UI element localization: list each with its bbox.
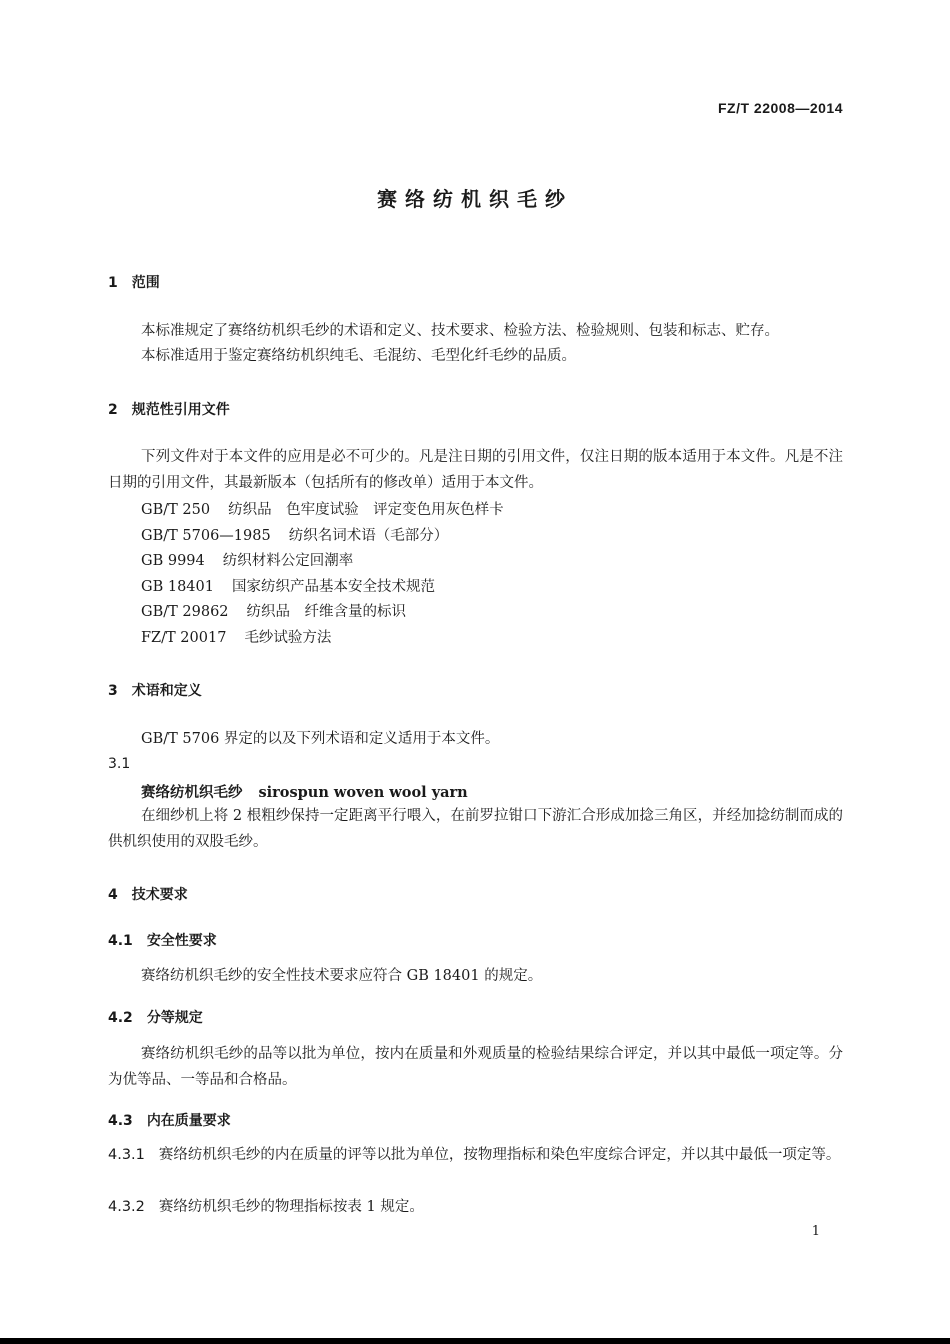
reference-title: 纺织名词术语（毛部分）	[288, 528, 449, 544]
section-number: 4.2	[108, 1010, 133, 1026]
paragraph: GB/T 5706 界定的以及下列术语和定义适用于本文件。	[141, 731, 500, 747]
reference-item	[141, 575, 435, 596]
reference-code: GB/T 250	[141, 502, 211, 518]
clause-number: 4.3.1	[108, 1147, 145, 1163]
clause-number: 4.3.2	[108, 1199, 145, 1215]
reference-title: 纺织品 色牢度试验 评定变色用灰色样卡	[228, 502, 504, 518]
section-title: 规范性引用文件	[131, 402, 230, 418]
section-1-heading	[108, 272, 160, 292]
clause-text: 赛络纺机织毛纱的物理指标按表 1 规定。	[158, 1199, 424, 1215]
section-2-heading	[108, 399, 230, 419]
paragraph: 本标准规定了赛络纺机织毛纱的术语和定义、技术要求、检验方法、检验规则、包装和标志、贮存。	[141, 323, 779, 339]
reference-item	[141, 524, 448, 545]
reference-code: GB 9994	[141, 553, 205, 569]
section-title: 内在质量要求	[146, 1113, 231, 1129]
paragraph: 赛络纺机织毛纱的安全性技术要求应符合 GB 18401 的规定。	[141, 968, 543, 984]
reference-item	[141, 626, 331, 647]
reference-item	[141, 549, 353, 570]
reference-code: FZ/T 20017	[141, 630, 227, 646]
reference-code: GB 18401	[141, 579, 214, 595]
section-4-heading	[108, 884, 188, 904]
reference-title: 纺织材料公定回潮率	[222, 553, 354, 569]
term-entry	[141, 781, 468, 802]
section-title: 范围	[131, 275, 160, 291]
reference-item	[141, 600, 406, 621]
document-title: 赛络纺机织毛纱	[377, 187, 573, 211]
section-3-heading	[108, 680, 202, 700]
section-title: 术语和定义	[131, 683, 202, 699]
section-number: 4	[108, 887, 118, 903]
reference-title: 国家纺织产品基本安全技术规范	[231, 579, 435, 595]
section-number: 1	[108, 275, 118, 291]
reference-code: GB/T 5706—1985	[141, 528, 271, 544]
paragraph: 本标准适用于鉴定赛络纺机织纯毛、毛混纺、毛型化纤毛纱的品质。	[141, 348, 576, 364]
subsection-4-3-heading	[108, 1110, 231, 1130]
paragraph: 下列文件对于本文件的应用是必不可少的。凡是注日期的引用文件，仅注日期的版本适用于本文件。凡是不注日期的引用文件，其最新版本（包括所有的修改单）适用于本文件。	[108, 449, 843, 491]
section-number: 4.1	[108, 933, 133, 949]
term-english: sirospun woven wool yarn	[258, 784, 468, 801]
section-title: 分等规定	[146, 1010, 203, 1026]
section-number: 3	[108, 683, 118, 699]
section-title: 安全性要求	[146, 933, 217, 949]
section-title: 技术要求	[131, 887, 188, 903]
paragraph: 赛络纺机织毛纱的品等以批为单位，按内在质量和外观质量的检验结果综合评定，并以其中最低一项定等。分为优等品、一等品和合格品。	[108, 1046, 843, 1088]
subsection-4-2-heading	[108, 1007, 203, 1027]
clause-4-3-2	[108, 1194, 843, 1220]
subsection-4-1-heading	[108, 930, 217, 950]
page-number: 1	[811, 1224, 820, 1239]
bottom-border	[0, 1338, 950, 1344]
term-number: 3.1	[108, 756, 131, 772]
reference-item	[141, 498, 504, 519]
standard-code: FZ/T 22008—2014	[717, 100, 843, 116]
reference-title: 毛纱试验方法	[244, 630, 332, 646]
section-number: 2	[108, 402, 118, 418]
clause-text: 赛络纺机织毛纱的内在质量的评等以批为单位，按物理指标和染色牢度综合评定，并以其中最低一项定等。	[158, 1147, 841, 1163]
section-number: 4.3	[108, 1113, 133, 1129]
reference-title: 纺织品 纤维含量的标识	[246, 604, 407, 620]
clause-4-3-1	[108, 1142, 843, 1168]
term-chinese: 赛络纺机织毛纱	[141, 785, 243, 801]
reference-code: GB/T 29862	[141, 604, 229, 620]
term-definition: 在细纱机上将 2 根粗纱保持一定距离平行喂入，在前罗拉钳口下游汇合形成加捻三角区，并经加捻纺制而成的供机织使用的双股毛纱。	[108, 808, 843, 850]
